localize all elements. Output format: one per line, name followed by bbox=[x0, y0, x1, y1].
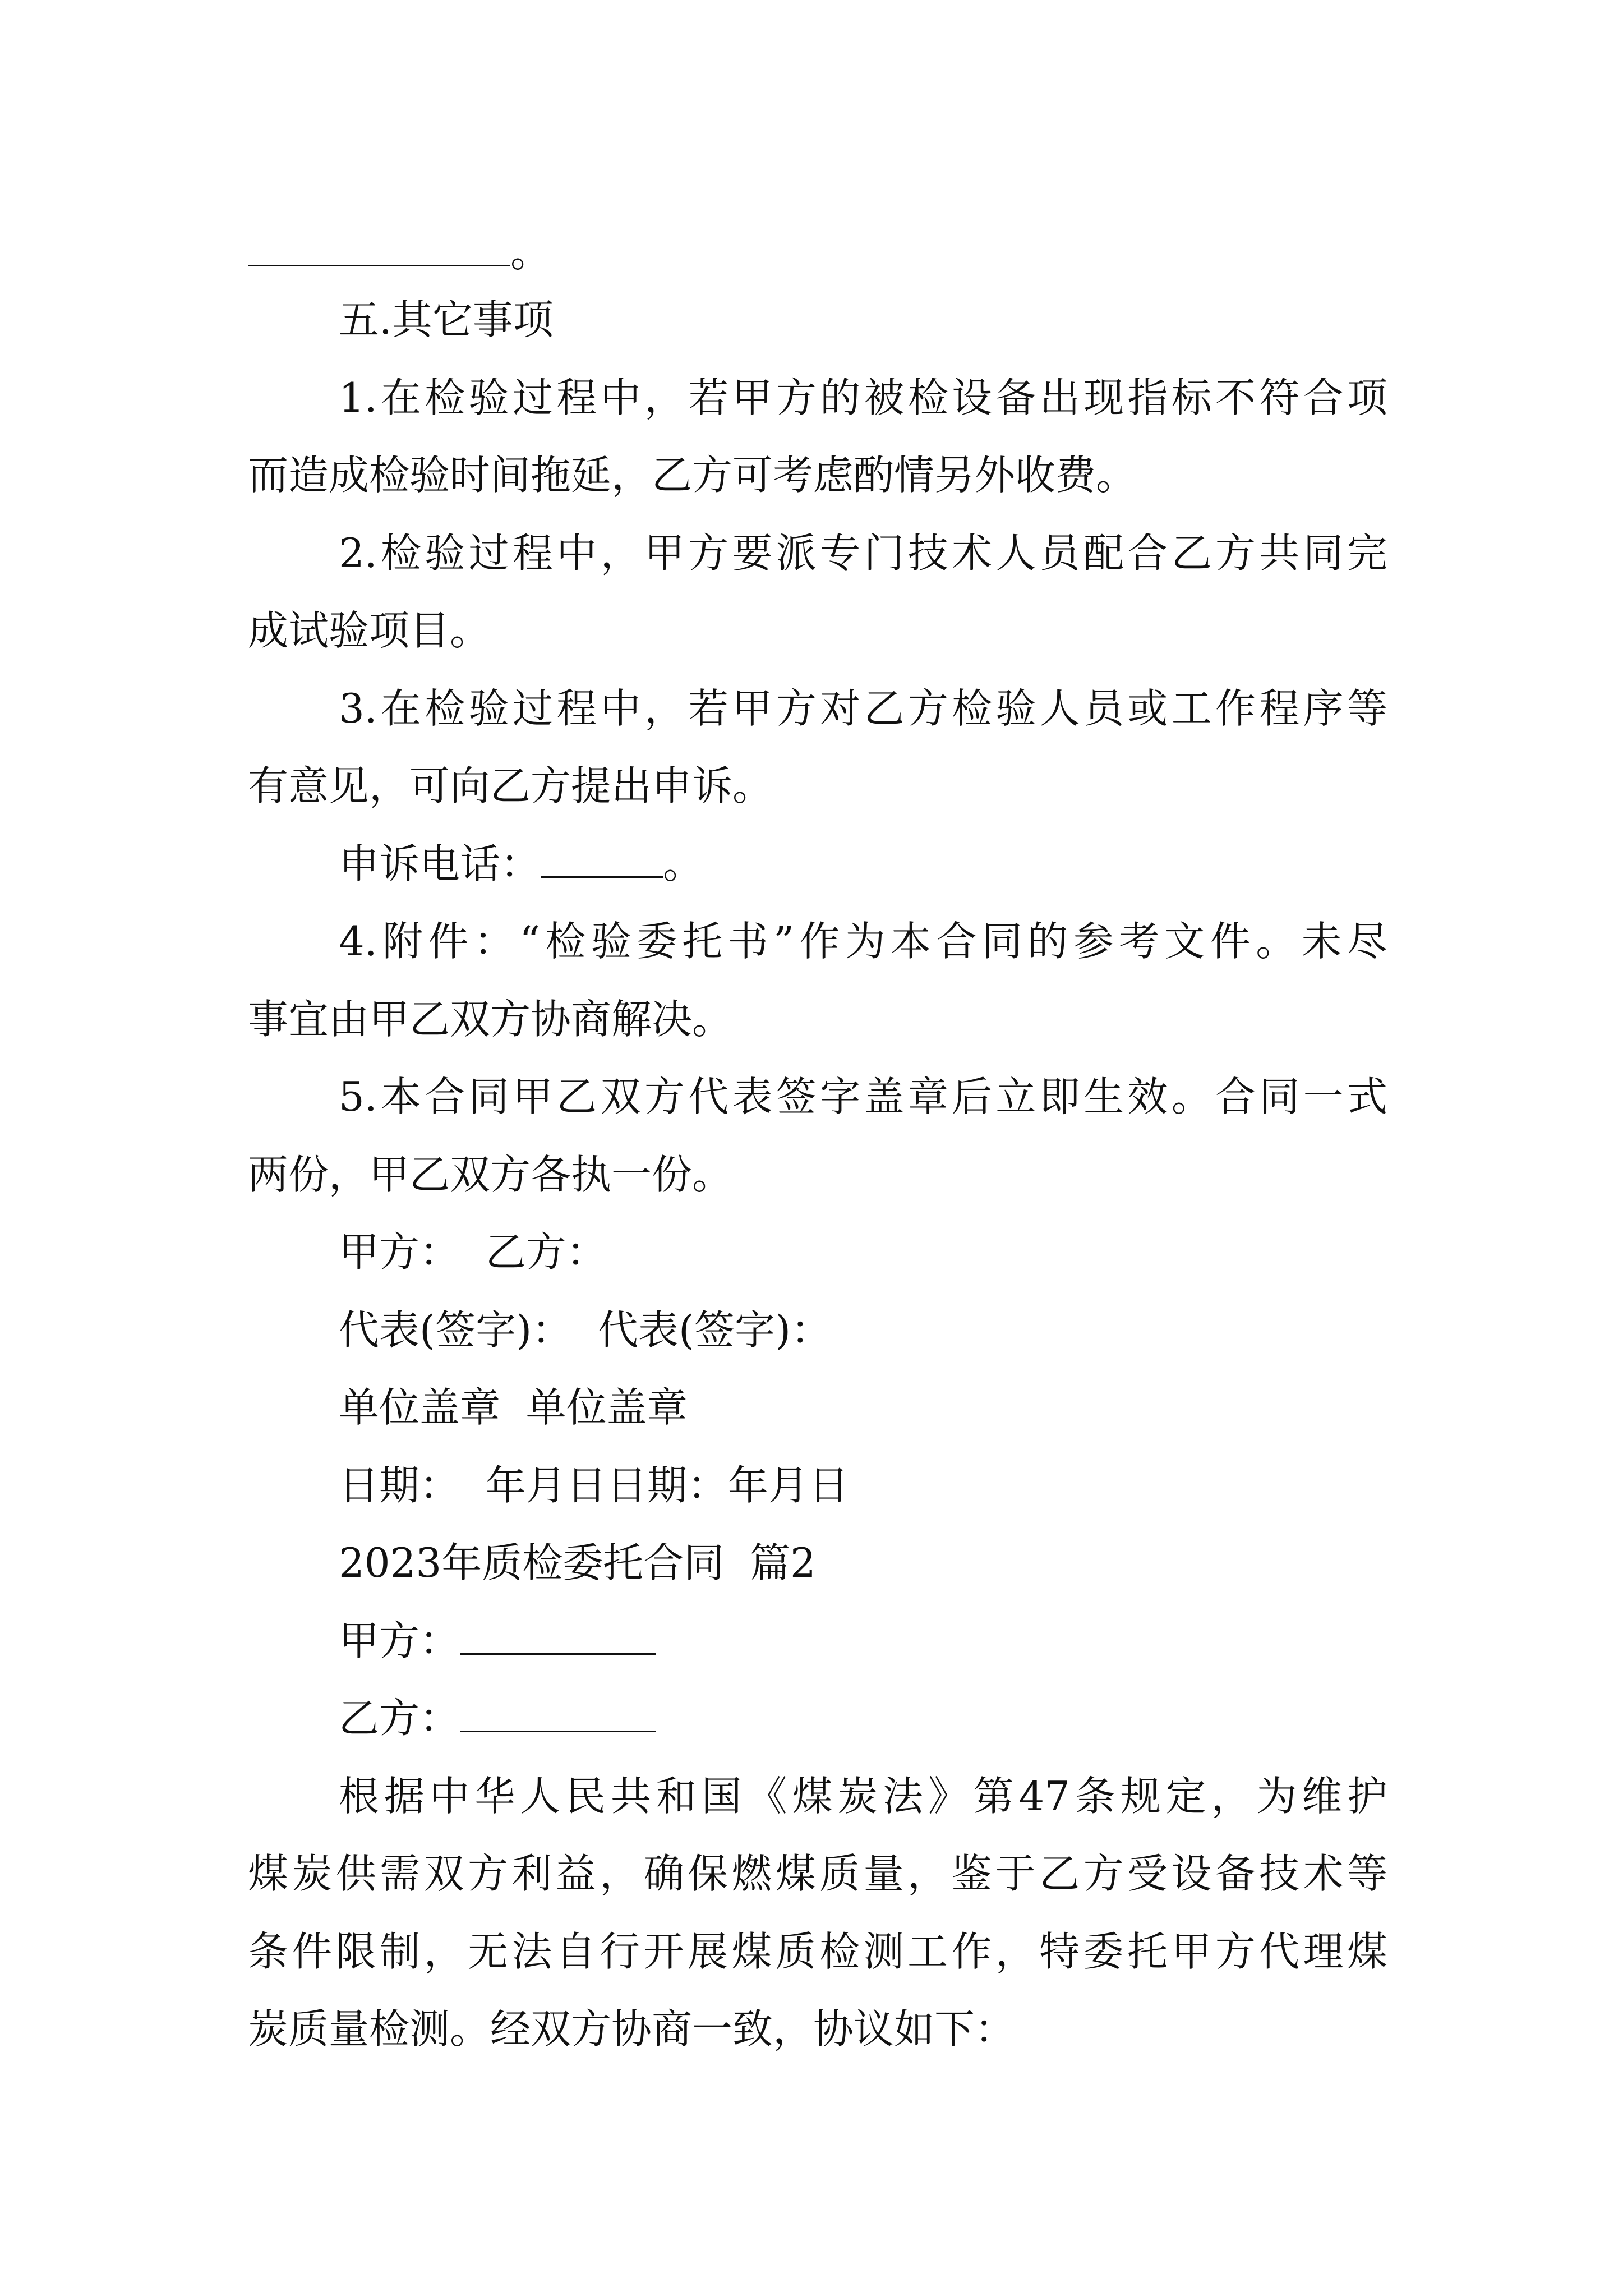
doc-line: 4.附件：“检验委托书”作为本合同的参考文件。未尽 bbox=[339, 918, 1387, 965]
section-heading: 五.其它事项 bbox=[339, 296, 554, 343]
doc-line: 5.本合同甲乙双方代表签字盖章后立即生效。合同一式 bbox=[339, 1073, 1387, 1120]
doc-line: 1.在检验过程中，若甲方的被检设备出现指标不符合项 bbox=[339, 374, 1387, 421]
party-b-line: 乙方： bbox=[339, 1690, 656, 1746]
contract-title: 2023年质检委托合同 篇2 bbox=[339, 1539, 816, 1586]
doc-line: 成试验项目。 bbox=[248, 607, 491, 654]
doc-line: 条件限制，无法自行开展煤质检测工作，特委托甲方代理煤 bbox=[248, 1928, 1387, 1975]
doc-line: 炭质量检测。经双方协商一致，协议如下： bbox=[248, 2005, 1016, 2053]
doc-line-blank-end: 。 bbox=[248, 224, 551, 280]
signature-line: 代表(签字)： 代表(签字)： bbox=[339, 1306, 832, 1354]
complaint-phone-line: 申诉电话： 。 bbox=[339, 840, 704, 887]
seal-line: 单位盖章 单位盖章 bbox=[339, 1384, 688, 1431]
doc-line: 煤炭供需双方利益，确保燃煤质量，鉴于乙方受设备技术等 bbox=[248, 1850, 1387, 1897]
date-line: 日期： 年月日日期：年月日 bbox=[339, 1462, 849, 1509]
fill-in-blank bbox=[248, 230, 510, 266]
doc-line: 2.检验过程中，甲方要派专门技术人员配合乙方共同完 bbox=[339, 530, 1387, 577]
doc-line: 两份，甲乙双方各执一份。 bbox=[248, 1151, 733, 1198]
party-a-line: 甲方： bbox=[339, 1613, 656, 1669]
party-line: 甲方： 乙方： bbox=[339, 1228, 607, 1276]
party-a-blank bbox=[460, 1618, 656, 1655]
doc-line: 事宜由甲乙双方协商解决。 bbox=[248, 996, 733, 1043]
party-b-blank bbox=[460, 1696, 656, 1732]
doc-line: 3.在检验过程中，若甲方对乙方检验人员或工作程序等 bbox=[339, 685, 1387, 732]
doc-line: 有意见，可向乙方提出申诉。 bbox=[248, 762, 773, 809]
doc-line: 而造成检验时间拖延，乙方可考虑酌情另外收费。 bbox=[248, 452, 1137, 499]
doc-line: 根据中华人民共和国《煤炭法》第47条规定，为维护 bbox=[339, 1773, 1387, 1820]
phone-blank bbox=[541, 841, 663, 878]
